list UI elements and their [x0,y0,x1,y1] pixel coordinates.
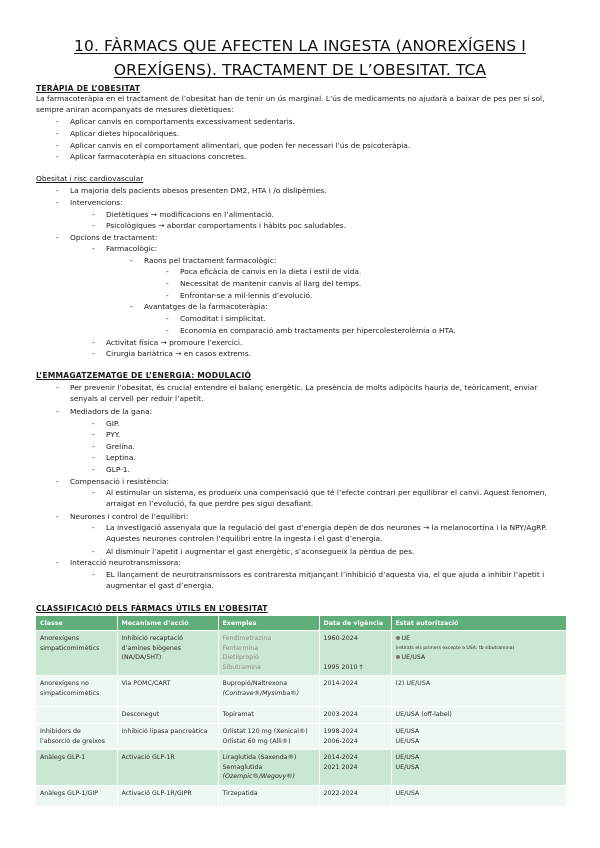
column-header: Mecanisme d’acció [117,616,218,631]
list-item: - Poca eficàcia de canvis en la dieta i estil de vida. [166,267,362,276]
list-item: - Aplicar canvis en el comportament alimentari, que poden fer necessari l’ús de psicoteràpia. [56,141,411,150]
therapy-intro: La farmacoteràpia en el tractament de l’obesitat han de tenir un ús marginal. L’ús de medicaments no ajudarà a baixar de pes per si sol, sempre aniran acompanyats de mesures dietètiques: [36,94,545,115]
cell-status: UE/USA UE/USA [391,724,566,750]
cell-class [36,707,117,724]
title-line-1: 10. FÀRMACS QUE AFECTEN LA INGESTA (ANOREXÍGENS I [74,37,526,55]
list-item: - Dietètiques → modificacions en l’alimentació. [92,210,274,219]
list-item: - Neurones i control de l’equilibri: [56,512,189,521]
cell-mechanism: Inhibició lipasa pancreàtica [117,724,218,750]
pin-icon [396,655,400,659]
cell-status: UE/USA (off-label) [391,707,566,724]
column-header: Classe [36,616,117,631]
list-item: - Necessitat de mantenir canvis al llarg del temps. [166,279,362,288]
drug-classification-table [36,616,567,806]
list-item: - PYY. [92,430,121,439]
cell-mechanism: Activació GLP-1R/GIPR [117,785,218,806]
list-item: - La investigació assenyala que la regulació del gast d’energia depèn de dos neurones → la melanocortina i la NPY/AgRP. Aquestes neurones controlen l’equilibri entre la ingesta i el gast d’energia. [92,523,547,544]
subheading-cv-risk: Obesitat i risc cardiovascular [36,174,144,183]
cell-status: UE (retirats els primers excepte a USA, tb sibutramina) UE/USA [391,631,566,676]
cell-class: Anorexígens simpaticomimètics [36,631,117,676]
cell-date: 2014-2024 [319,676,391,707]
list-item: - Aplicar farmacoteràpia en situacions concretes. [56,152,247,161]
list-item: - Avantatges de la farmacoteràpia: [130,302,268,311]
cell-date: 1998-2024 2006-2024 [319,724,391,750]
column-header: Data de vigència [319,616,391,631]
table-row [36,707,566,724]
list-item: - GLP-1. [92,465,130,474]
cell-class: Anàlegs GLP-1/GIP [36,785,117,806]
list-item: - Leptina. [92,453,136,462]
list-item: - Enfrontar-se a mil·lennis d’evolució. [166,291,313,300]
cell-examples: Fendimetrazina Fentermina Dietilpropió Sibutramina [218,631,319,676]
column-header: Exemples [218,616,319,631]
cell-class: Anorexígens no simpaticomimètics [36,676,117,707]
cell-examples: Tirzepatida [218,785,319,806]
list-item: - Al disminuir l’apetit i augmentar el gast energètic, s’aconsegueix la pèrdua de pes. [92,547,415,556]
list-item: - Farmacològic: [92,244,158,253]
cell-status: (2) UE/USA [391,676,566,707]
list-item: - Raons pel tractament farmacològic: [130,256,277,265]
cell-mechanism: Via POMC/CART [117,676,218,707]
list-item: - Mediadors de la gana: [56,407,153,416]
cell-date: 1960-2024 1995 2010 † [319,631,391,676]
cell-examples: Bupropió/Naltrexona (Contrave®/Mysimba®) [218,676,319,707]
table-row [36,750,566,786]
page-title [30,34,570,82]
list-item: - Grelina. [92,442,135,451]
cell-examples: Orlistat 120 mg (Xenical®) Orlistat 60 mg (Alli®) [218,724,319,750]
list-item: - Aplicar dietes hipocalòriques. [56,129,180,138]
table-row [36,724,566,750]
list-item: - Aplicar canvis en comportaments excessivament sedentaris. [56,117,295,126]
title-line-2: OREXÍGENS). TRACTAMENT DE L’OBESITAT. TCA [113,61,487,79]
cell-status: UE/USA [391,785,566,806]
pin-icon [396,636,400,640]
list-item: - Interacció neurotransmissora: [56,558,181,567]
cell-mechanism: Inhibició recaptació d’amines biògenes (NA/DA/5HT) [117,631,218,676]
cell-class: Anàlegs GLP-1 [36,750,117,786]
table-row [36,631,566,676]
list-item: - Compensació i resistència: [56,477,170,486]
cell-date: 2014-2024 2021 2024 [319,750,391,786]
cell-status: UE/USA UE/USA [391,750,566,786]
section-heading-classification: CLASSIFICACIÓ DELS FÀRMACS ÚTILS EN L’OBESITAT [36,604,268,613]
list-item: - Cirurgia bariàtrica → en casos extrems. [92,349,252,358]
cell-date: 2022-2024 [319,785,391,806]
section-heading-energy: L’EMMAGATZEMATGE DE L’ENERGIA: MODULACIÓ [36,371,252,380]
cell-class: Inhibidors de l’absorció de greixos [36,724,117,750]
cell-examples: Liraglutida (Saxenda®) Semaglutida (Ozempic®/Wegovy®) [218,750,319,786]
list-item: - Psicològiques → abordar comportaments i hàbits poc saludables. [92,221,346,230]
section-heading-therapy: TERÀPIA DE L’OBESITAT [36,84,141,93]
cell-date: 2003-2024 [319,707,391,724]
table-row [36,676,566,707]
list-item: - Per prevenir l’obesitat, és crucial entendre el balanç energètic. La presència de molts adipòcits hauria de, teòricament, enviar senyals al cervell per reduir l’apetit. [56,383,538,404]
list-item: - Comoditat i simplicitat. [166,314,266,323]
cell-mechanism: Desconegut [117,707,218,724]
list-item: - La majoria dels pacients obesos presenten DM2, HTA i /o dislipèmies. [56,186,327,195]
cell-mechanism: Activació GLP-1R [117,750,218,786]
table-row [36,785,566,806]
table-header-row [36,616,566,631]
list-item: - GIP. [92,419,120,428]
cell-examples: Topiramat [218,707,319,724]
list-item: - Economia en comparació amb tractaments per hipercolesterolèmia o HTA. [166,326,456,335]
list-item: - Activitat física → promoure l’exercici. [92,338,243,347]
list-item: - EL llançament de neurotransmissors es contraresta mitjançant l’inhibició d’aquesta via, el que ajuda a inhibir l’apetit i augmentar el gast d’energia. [92,570,545,591]
list-item: - Opcions de tractament: [56,233,158,242]
list-item: - Intervencions: [56,198,123,207]
list-item: - Al estimular un sistema, es produeix una compensació que té l’efecte contrari per equilibrar el canvi. Aquest fenomen, arraigat en l’evolució, fa que perdre pes sigui desafiant. [92,488,547,509]
column-header: Estat autorització [391,616,566,631]
